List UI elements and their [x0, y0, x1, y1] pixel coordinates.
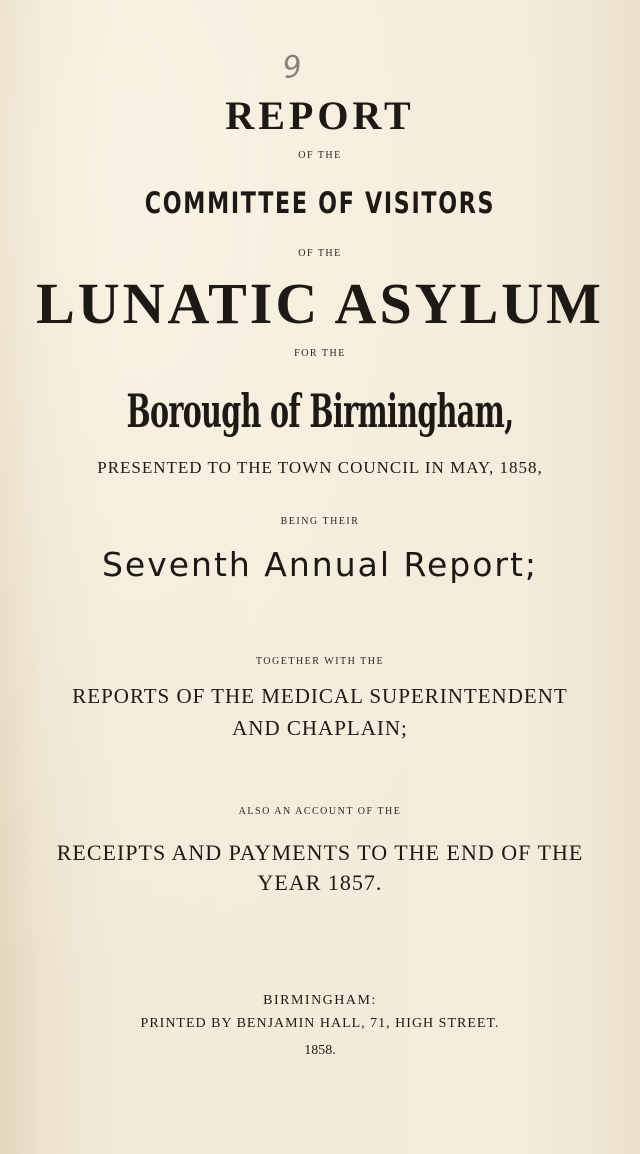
together-with-line: TOGETHER WITH THE — [255, 656, 385, 667]
pencil-annotation: 9 — [280, 48, 305, 87]
report-title: REPORT — [225, 93, 415, 138]
reports-line-1: REPORTS OF THE MEDICAL SUPERINTENDENT — [72, 684, 568, 708]
also-account-line: ALSO AN ACCOUNT OF THE — [238, 806, 402, 817]
borough-heading: Borough of Birmingham, — [126, 384, 514, 438]
institution-heading: LUNATIC ASYLUM — [36, 271, 604, 336]
imprint-year: 1858. — [304, 1043, 336, 1058]
reports-line-2: AND CHAPLAIN; — [232, 716, 408, 740]
presented-line: PRESENTED TO THE TOWN COUNCIL IN MAY, 1858, — [97, 458, 543, 477]
imprint-printer: PRINTED BY BENJAMIN HALL, 71, HIGH STREET. — [140, 1016, 500, 1031]
imprint-place: BIRMINGHAM: — [263, 993, 377, 1008]
of-the-line-2: OF THE — [298, 248, 342, 259]
committee-heading: COMMITTEE OF VISITORS — [144, 186, 496, 220]
receipts-line-2: YEAR 1857. — [257, 870, 383, 895]
of-the-line: OF THE — [298, 150, 342, 161]
being-their-line: BEING THEIR — [280, 516, 360, 527]
annual-report-heading: Seventh Annual Report; — [101, 545, 539, 584]
for-the-line: FOR THE — [294, 348, 346, 359]
receipts-line-1: RECEIPTS AND PAYMENTS TO THE END OF THE — [56, 840, 584, 865]
